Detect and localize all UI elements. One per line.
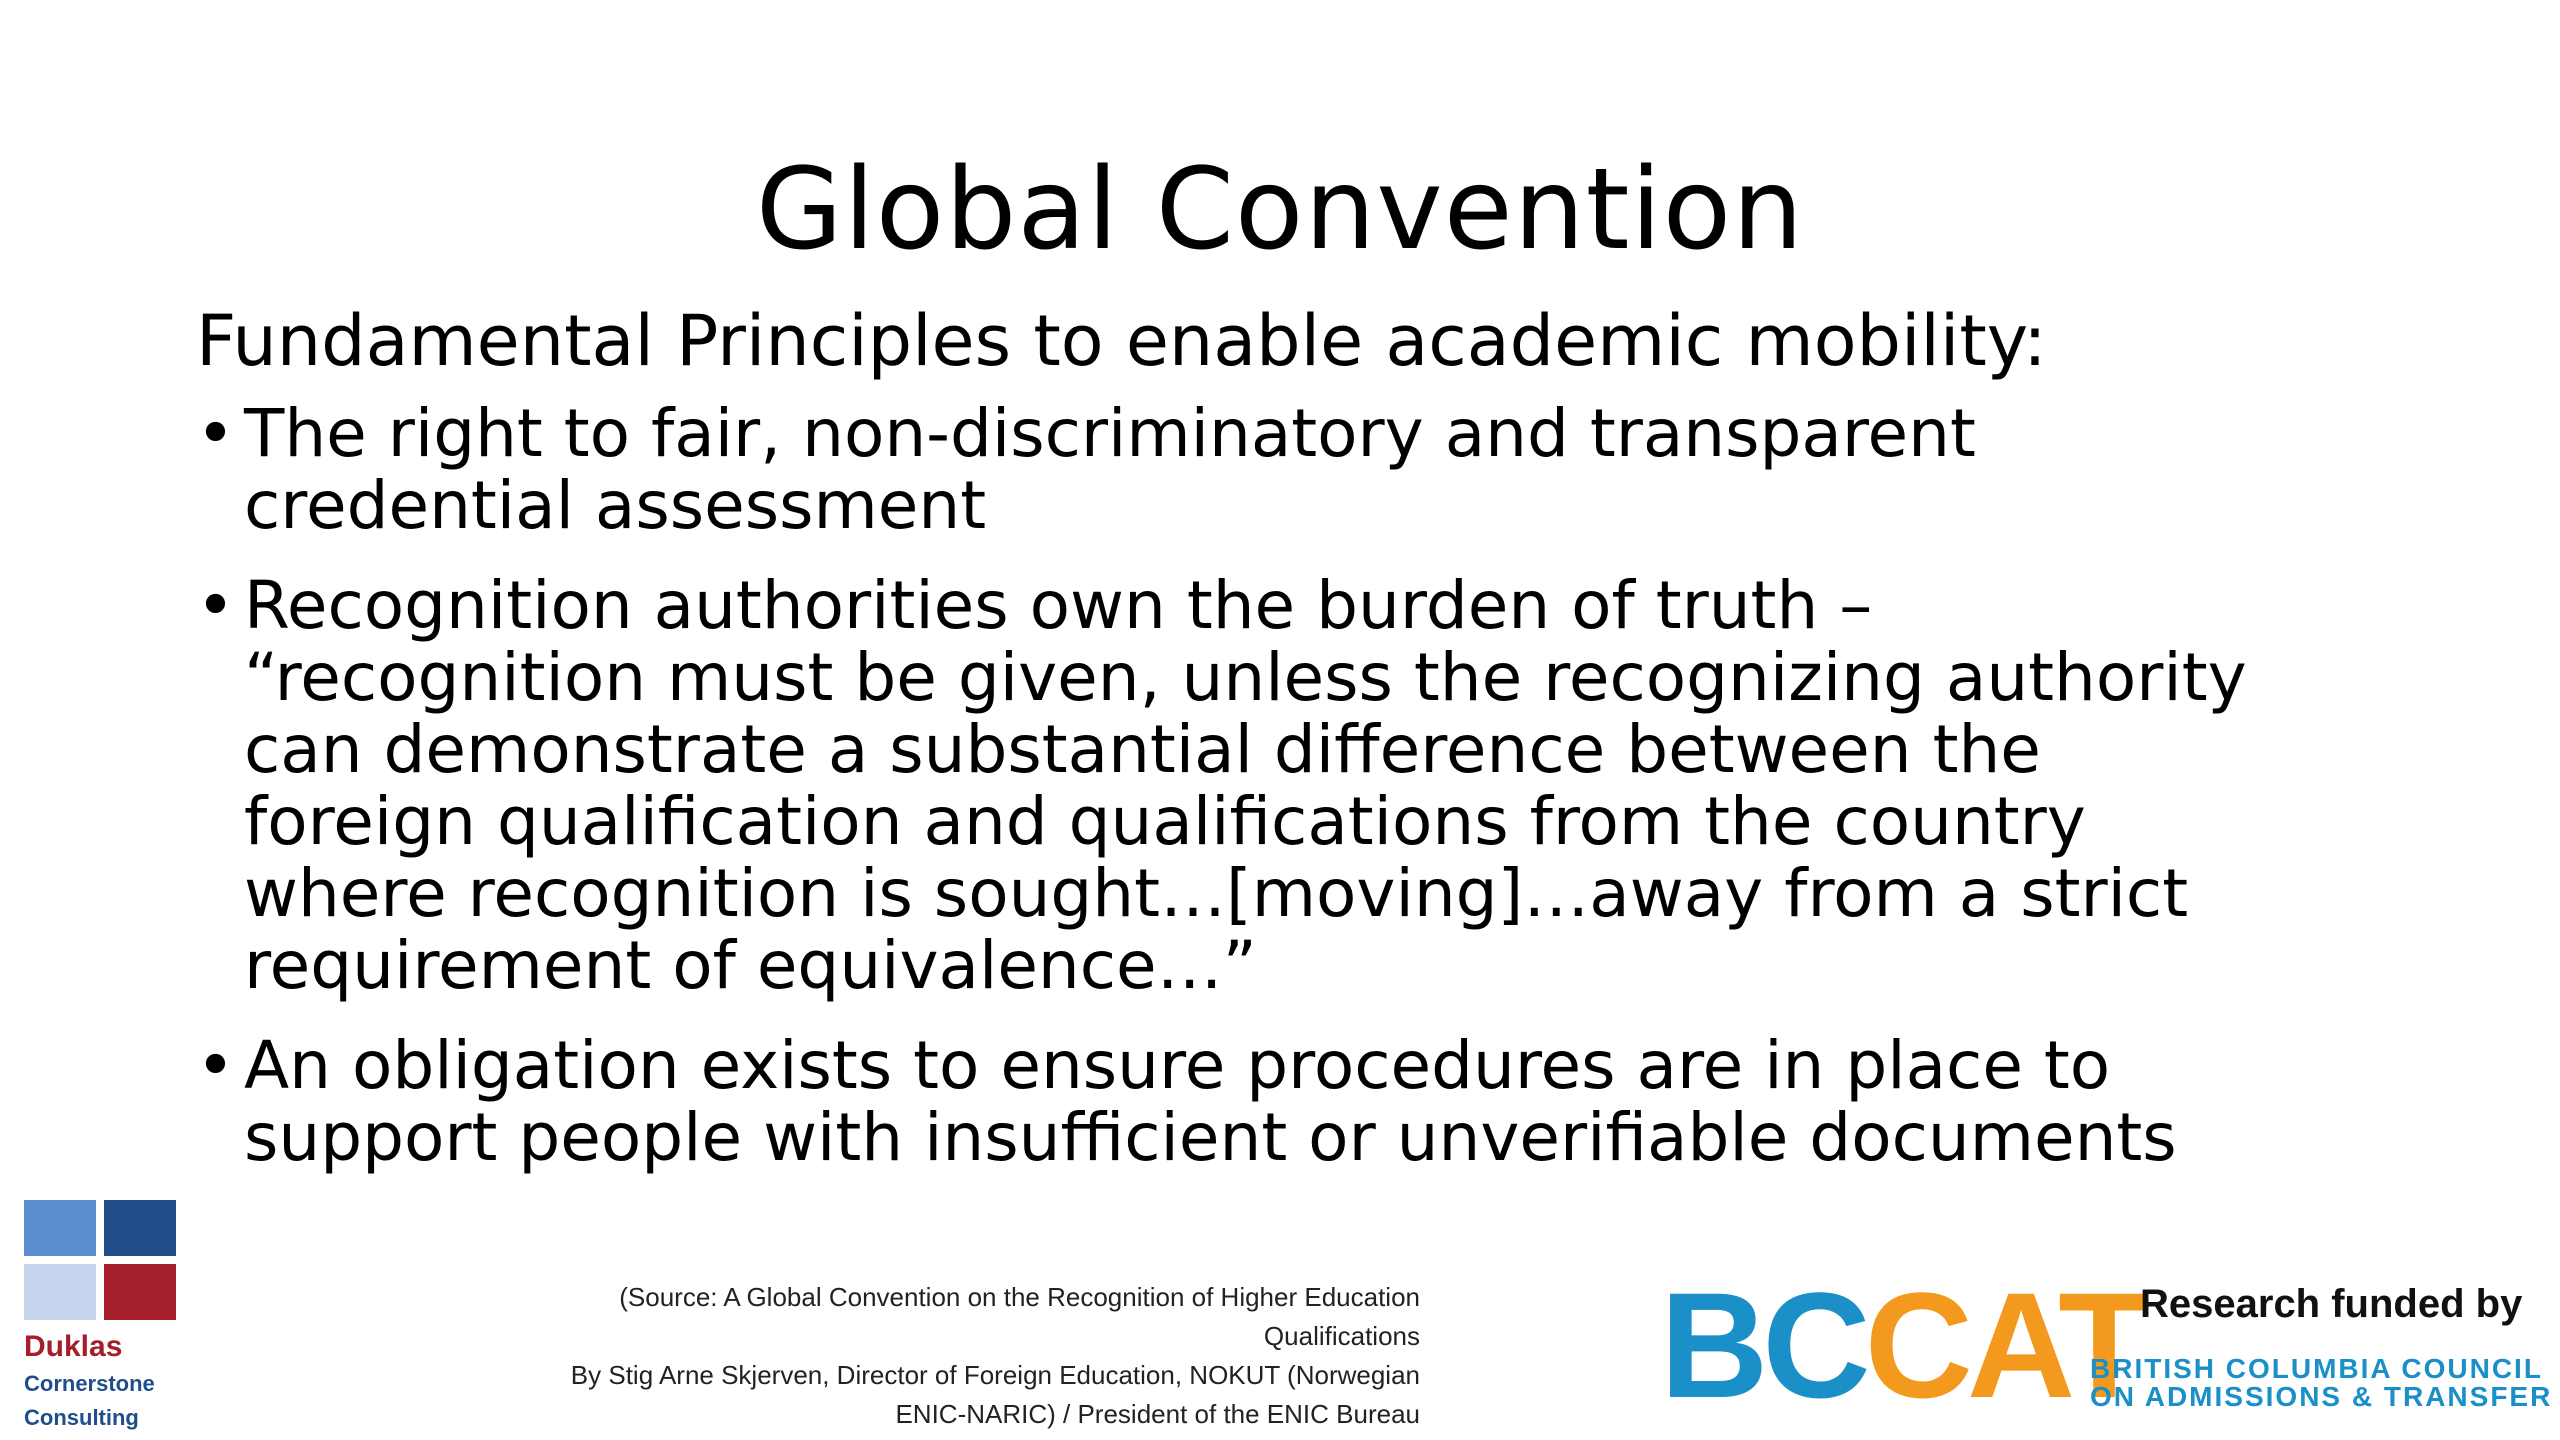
bccat-cat: CAT bbox=[1864, 1261, 2144, 1429]
bullet-marker: • bbox=[196, 567, 235, 644]
bccat-logo bbox=[1660, 1261, 2560, 1440]
bccat-bc: BC bbox=[1660, 1261, 1865, 1429]
research-funded-by: Research funded by bbox=[2140, 1282, 2523, 1326]
duklas-logo-square bbox=[104, 1264, 176, 1320]
bccat-council-name: ON ADMISSIONS & TRANSFER bbox=[2090, 1381, 2553, 1412]
intro-text: Fundamental Principles to enable academic mobility: bbox=[196, 300, 2047, 382]
bccat-wordmark bbox=[1660, 1261, 2144, 1429]
duklas-logo-square bbox=[24, 1200, 96, 1256]
slide-title: Global Convention bbox=[755, 145, 1805, 275]
source-line: Qualifications bbox=[1263, 1321, 1420, 1351]
source-line: (Source: A Global Convention on the Recognition of Higher Education bbox=[619, 1282, 1420, 1312]
duklas-subtitle: Cornerstone bbox=[24, 1371, 155, 1396]
duklas-logo-square bbox=[24, 1264, 96, 1320]
bullet-marker: • bbox=[196, 1027, 235, 1104]
bullet-line: support people with insufficient or unverifiable documents bbox=[244, 1099, 2177, 1176]
bullet-marker: • bbox=[196, 395, 235, 472]
bullet-fair-assessment bbox=[196, 395, 2436, 544]
bullet-line: An obligation exists to ensure procedures are in place to bbox=[244, 1027, 2111, 1104]
bullet-line: foreign qualification and qualifications from the country bbox=[244, 783, 2086, 860]
duklas-name: Duklas bbox=[24, 1330, 123, 1363]
duklas-logo bbox=[24, 1200, 184, 1440]
bullet-line: The right to fair, non-discriminatory and transparent bbox=[244, 395, 1976, 472]
duklas-subtitle: Consulting bbox=[24, 1405, 139, 1430]
bullet-obligation bbox=[196, 1027, 2436, 1176]
bullet-line: requirement of equivalence…” bbox=[244, 927, 1257, 1004]
bullet-burden-of-truth bbox=[196, 567, 2436, 1004]
bullet-line: where recognition is sought…[moving]…away from a strict bbox=[244, 855, 2189, 932]
bullet-line: “recognition must be given, unless the recognizing authority bbox=[244, 639, 2247, 716]
bullet-line: can demonstrate a substantial difference between the bbox=[244, 711, 2041, 788]
bullet-line: credential assessment bbox=[244, 467, 987, 544]
source-citation bbox=[420, 1278, 1420, 1434]
source-line: ENIC-NARIC) / President of the ENIC Bureau bbox=[895, 1399, 1420, 1429]
bullet-line: Recognition authorities own the burden of truth – bbox=[244, 567, 1873, 644]
bullet-list bbox=[196, 395, 2436, 1202]
duklas-logo-square bbox=[104, 1200, 176, 1256]
bccat-council-name: BRITISH COLUMBIA COUNCIL bbox=[2090, 1353, 2543, 1384]
source-line: By Stig Arne Skjerven, Director of Foreign Education, NOKUT (Norwegian bbox=[570, 1360, 1420, 1390]
